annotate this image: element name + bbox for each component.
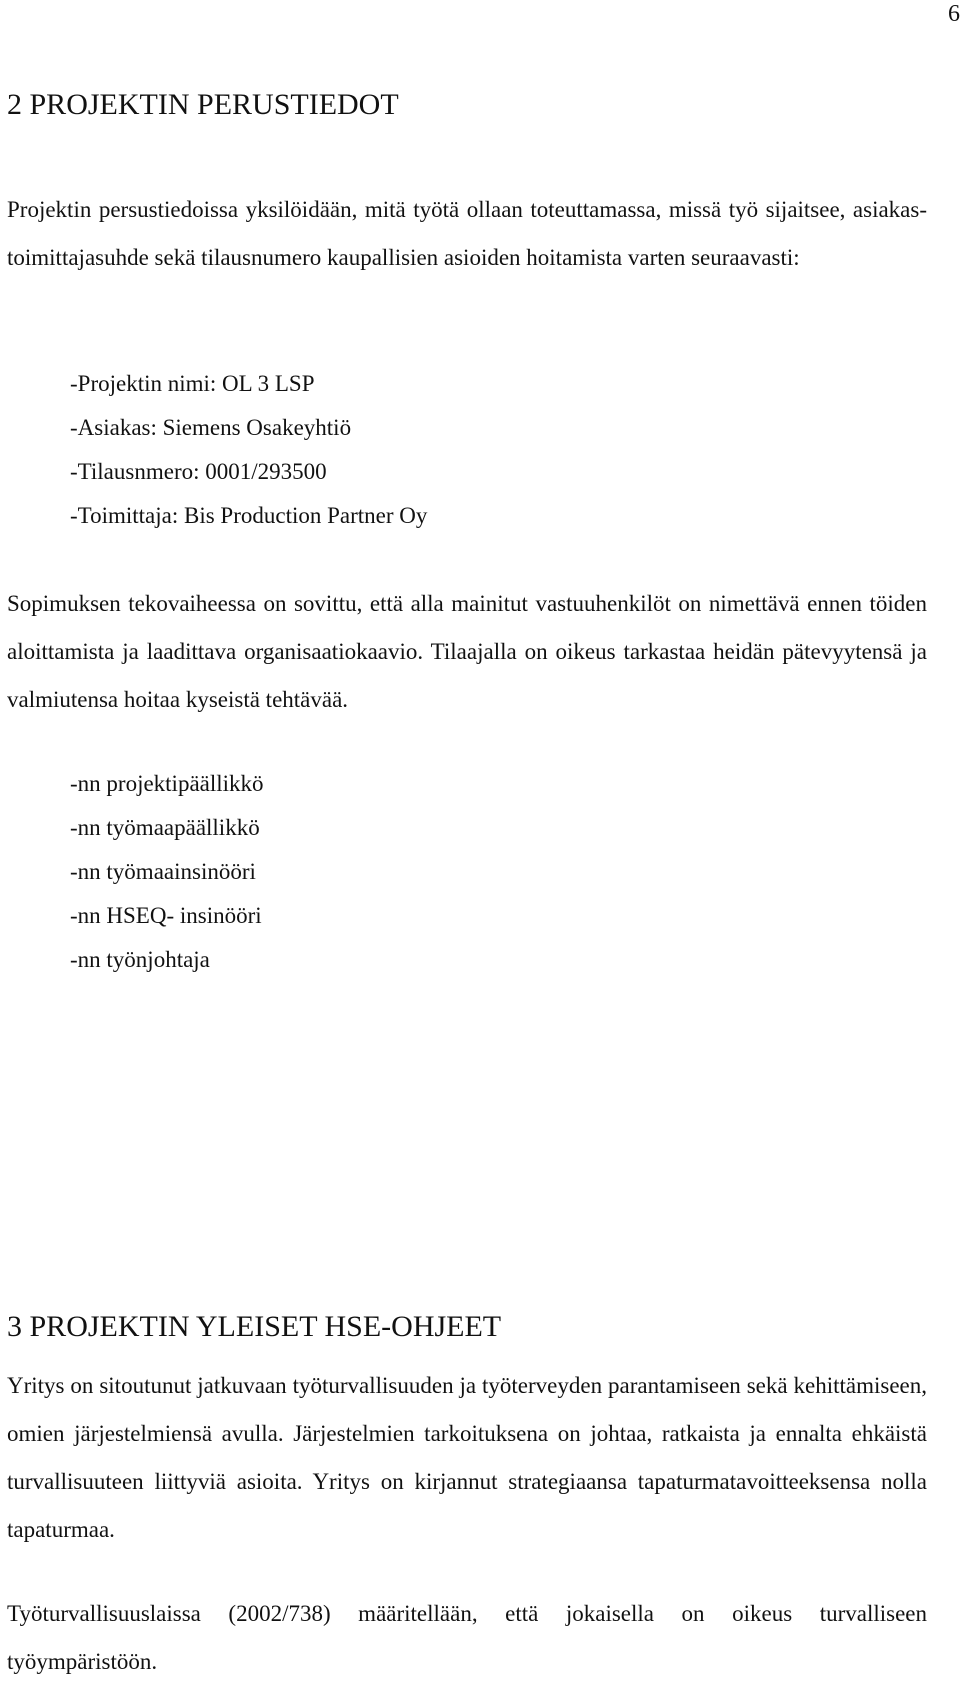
section-2-intro-paragraph: Projektin persustiedoissa yksilöidään, mitä työtä ollaan toteuttamassa, missä työ sijaitsee, asiakas-toimittajasuhde sekä tilausnumero kaupallisien asioiden hoitamista varten seuraavasti: xyxy=(7,197,927,270)
agreement-paragraph: Sopimuksen tekovaiheessa on sovittu, että alla mainitut vastuuhenkilöt on nimettävä ennen töiden aloittamista ja laadittava organisaatiokaavio. Tilaajalla on oikeus tarkastaa heidän pätevyytensä ja valmiutensa hoitaa kyseistä tehtävää. xyxy=(7,591,927,712)
project-detail-item: -Tilausnmero: 0001/293500 xyxy=(70,459,327,484)
section-3-heading: 3 PROJEKTIN YLEISET HSE-OHJEET xyxy=(7,1310,502,1343)
section-3-paragraph-1: Yritys on sitoutunut jatkuvaan työturvallisuuden ja työterveyden parantamiseen sekä kehittämiseen, omien järjestelmiensä avulla. Järjestelmien tarkoituksena on johtaa, ratkaista ja ennalta ehkäistä turvallisuuteen liittyviä asioita. Yritys on kirjannut strategiaansa tapaturmatavoitteeksensa nolla tapaturmaa. xyxy=(7,1373,927,1542)
project-detail-item: -Projektin nimi: OL 3 LSP xyxy=(70,371,315,396)
role-item: -nn HSEQ- insinööri xyxy=(70,903,262,928)
role-item: -nn työmaainsinööri xyxy=(70,859,256,884)
section-2-heading: 2 PROJEKTIN PERUSTIEDOT xyxy=(7,88,399,121)
role-item: -nn projektipäällikkö xyxy=(70,771,264,796)
role-item: -nn työmaapäällikkö xyxy=(70,815,260,840)
section-3-paragraph-2: Työturvallisuuslaissa (2002/738) määritellään, että jokaisella on oikeus turvalliseen työympäristöön. xyxy=(7,1601,927,1674)
project-detail-item: -Toimittaja: Bis Production Partner Oy xyxy=(70,503,428,528)
project-detail-item: -Asiakas: Siemens Osakeyhtiö xyxy=(70,415,352,440)
role-item: -nn työnjohtaja xyxy=(70,947,210,972)
project-details-list xyxy=(70,362,427,538)
responsible-roles-list xyxy=(70,762,264,982)
page-number: 6 xyxy=(948,1,960,27)
